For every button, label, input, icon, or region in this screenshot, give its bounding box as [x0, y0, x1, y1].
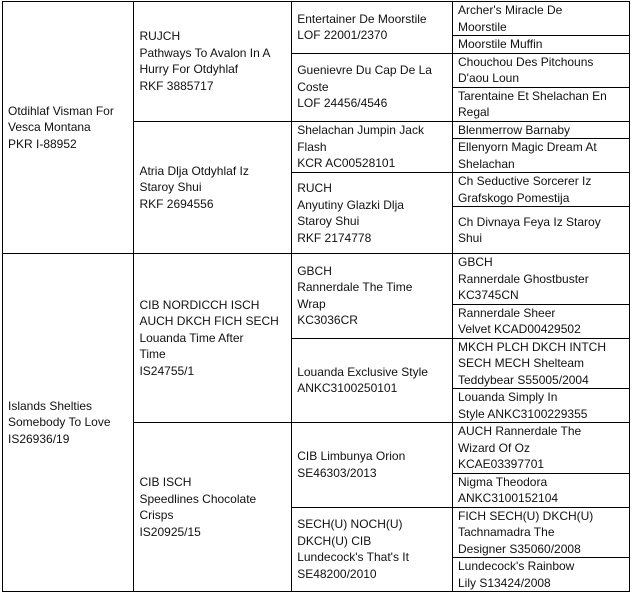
- gen2-sire-dam: Atria Dlja Otdyhlaf Iz Staroy Shui RKF 2694556: [134, 121, 292, 254]
- gen3-entry: Louanda Exclusive Style ANKC3100250101: [292, 338, 453, 423]
- gen3-entry: CIB Limbunya Orion SE46303/2013: [292, 423, 453, 508]
- gen4-entry: Moorstile Muffin: [452, 36, 629, 54]
- gen3-entry: Shelachan Jumpin Jack Flash KCR AC00528101: [292, 121, 453, 173]
- gen1-dam: Islands Shelties Somebody To Love IS26936/19: [3, 254, 134, 592]
- gen4-entry: Ellenyorn Magic Dream At Shelachan: [452, 139, 629, 173]
- gen4-entry: Rannerdale Sheer Velvet KCAD00429502: [452, 304, 629, 338]
- gen3-entry: RUCH Anyutiny Glazki Dlja Staroy Shui RKF 2174778: [292, 173, 453, 254]
- gen4-entry: AUCH Rannerdale The Wizard Of Oz KCAE03397701: [452, 423, 629, 474]
- gen4-entry: Lundecock's Rainbow Lily S13424/2008: [452, 558, 629, 592]
- gen2-sire-sire: RUJCH Pathways To Avalon In A Hurry For Otdyhlaf RKF 3885717: [134, 2, 292, 122]
- gen2-dam-dam: CIB ISCH Speedlines Chocolate Crisps IS20925/15: [134, 423, 292, 592]
- gen4-entry: Blenmerrow Barnaby: [452, 121, 629, 139]
- gen3-entry: Guenievre Du Cap De La Coste LOF 24456/4546: [292, 53, 453, 121]
- gen4-entry: Nigma Theodora ANKC3100152104: [452, 473, 629, 507]
- gen4-entry: GBCH Rannerdale Ghostbuster KC3745CN: [452, 254, 629, 305]
- pedigree-table: [2, 1, 630, 592]
- gen3-entry: Entertainer De Moorstile LOF 22001/2370: [292, 2, 453, 54]
- gen4-entry: Ch Divnaya Feya Iz Staroy Shui: [452, 207, 629, 254]
- gen2-dam-sire: CIB NORDICCH ISCH AUCH DKCH FICH SECH Louanda Time After Time IS24755/1: [134, 254, 292, 423]
- gen4-entry: Tarentaine Et Shelachan En Regal: [452, 87, 629, 121]
- gen4-entry: MKCH PLCH DKCH INTCH SECH MECH Shelteam Teddybear S55005/2004: [452, 338, 629, 389]
- gen1-sire: Otdihlaf Visman For Vesca Montana PKR I-88952: [3, 2, 134, 254]
- gen4-entry: Archer's Miracle De Moorstile: [452, 2, 629, 36]
- gen4-entry: FICH SECH(U) DKCH(U) Tachnamadra The Designer S35060/2008: [452, 507, 629, 558]
- gen4-entry: Louanda Simply In Style ANKC3100229355: [452, 389, 629, 423]
- gen4-entry: Ch Seductive Sorcerer Iz Grafskogo Pomestija: [452, 173, 629, 207]
- gen3-entry: GBCH Rannerdale The Time Wrap KC3036CR: [292, 254, 453, 339]
- gen4-entry: Chouchou Des Pitchouns D'aou Loun: [452, 53, 629, 87]
- gen3-entry: SECH(U) NOCH(U) DKCH(U) CIB Lundecock's That's It SE48200/2010: [292, 507, 453, 592]
